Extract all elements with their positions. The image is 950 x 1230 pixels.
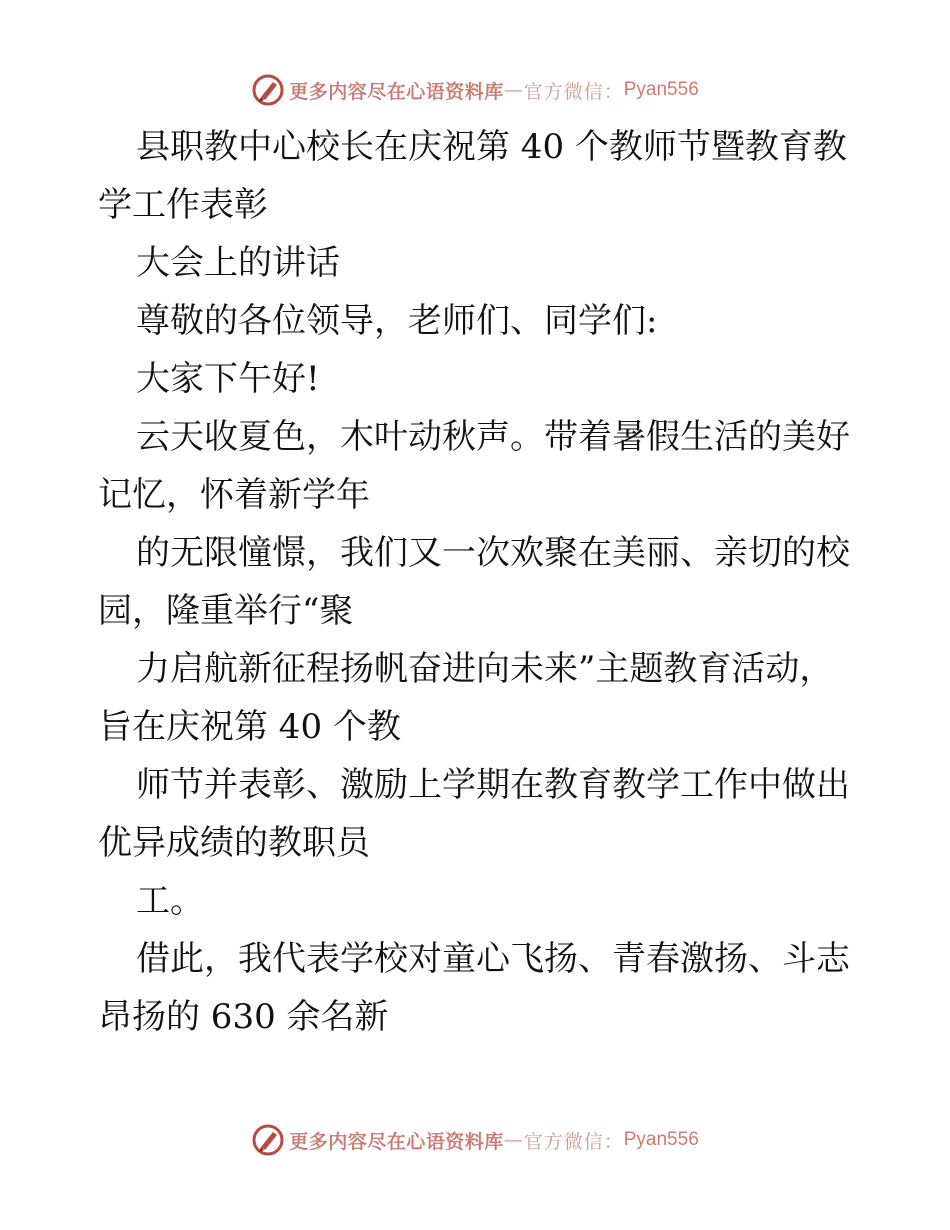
banner-wechat-id: Pyan556: [623, 1129, 699, 1150]
banner-dash: —: [503, 1129, 524, 1151]
text-line: 云天收夏色，木叶动秋声。带着暑假生活的美好: [136, 417, 850, 457]
text-line: 昂扬的 630 余名新: [98, 997, 389, 1037]
text-line: 园，隆重举行“聚: [98, 591, 354, 631]
text-line: 学工作表彰: [98, 185, 268, 225]
banner-main-text: 更多内容尽在心语资料库: [289, 80, 504, 103]
text-line: 大会上的讲话: [136, 243, 340, 283]
header-watermark-banner: [0, 70, 950, 110]
paragraph: [98, 408, 858, 524]
text-line: 师节并表彰、激励上学期在教育教学工作中做出: [136, 765, 850, 805]
text-line: 大家下午好!: [136, 359, 320, 399]
banner-dash: —: [503, 79, 524, 101]
banner-main-text: 更多内容尽在心语资料库: [289, 1130, 504, 1153]
text-line: 优异成绩的教职员: [98, 823, 370, 863]
paragraph: [98, 524, 858, 640]
text-line: 县职教中心校长在庆祝第 40 个教师节暨教育教: [136, 127, 847, 167]
text-line: 旨在庆祝第 40 个教: [98, 707, 401, 747]
text-line: 力启航新征程扬帆奋进向未来”主题教育活动，: [136, 649, 834, 689]
text-line: 的无限憧憬，我们又一次欢聚在美丽、亲切的校: [136, 533, 850, 573]
pen-logo-icon: [251, 1123, 285, 1157]
paragraph: [98, 118, 858, 234]
banner-sub-text: 官方微信：: [523, 80, 624, 103]
banner-sub-text: 官方微信：: [523, 1130, 624, 1153]
paragraph: [98, 930, 858, 1046]
banner-wechat-id: Pyan556: [623, 79, 699, 100]
footer-watermark-banner: [0, 1120, 950, 1160]
text-line: 工。: [136, 881, 204, 921]
paragraph: [98, 292, 858, 350]
paragraph: [98, 350, 858, 408]
paragraph: [98, 756, 858, 872]
paragraph: [98, 640, 858, 756]
text-line: 借此，我代表学校对童心飞扬、青春激扬、斗志: [136, 939, 850, 979]
document-body: [98, 118, 858, 1046]
paragraph: [98, 234, 858, 292]
text-line: 尊敬的各位领导，老师们、同学们:: [136, 301, 658, 341]
paragraph: [98, 872, 858, 930]
text-line: 记忆，怀着新学年: [98, 475, 370, 515]
pen-logo-icon: [251, 73, 285, 107]
